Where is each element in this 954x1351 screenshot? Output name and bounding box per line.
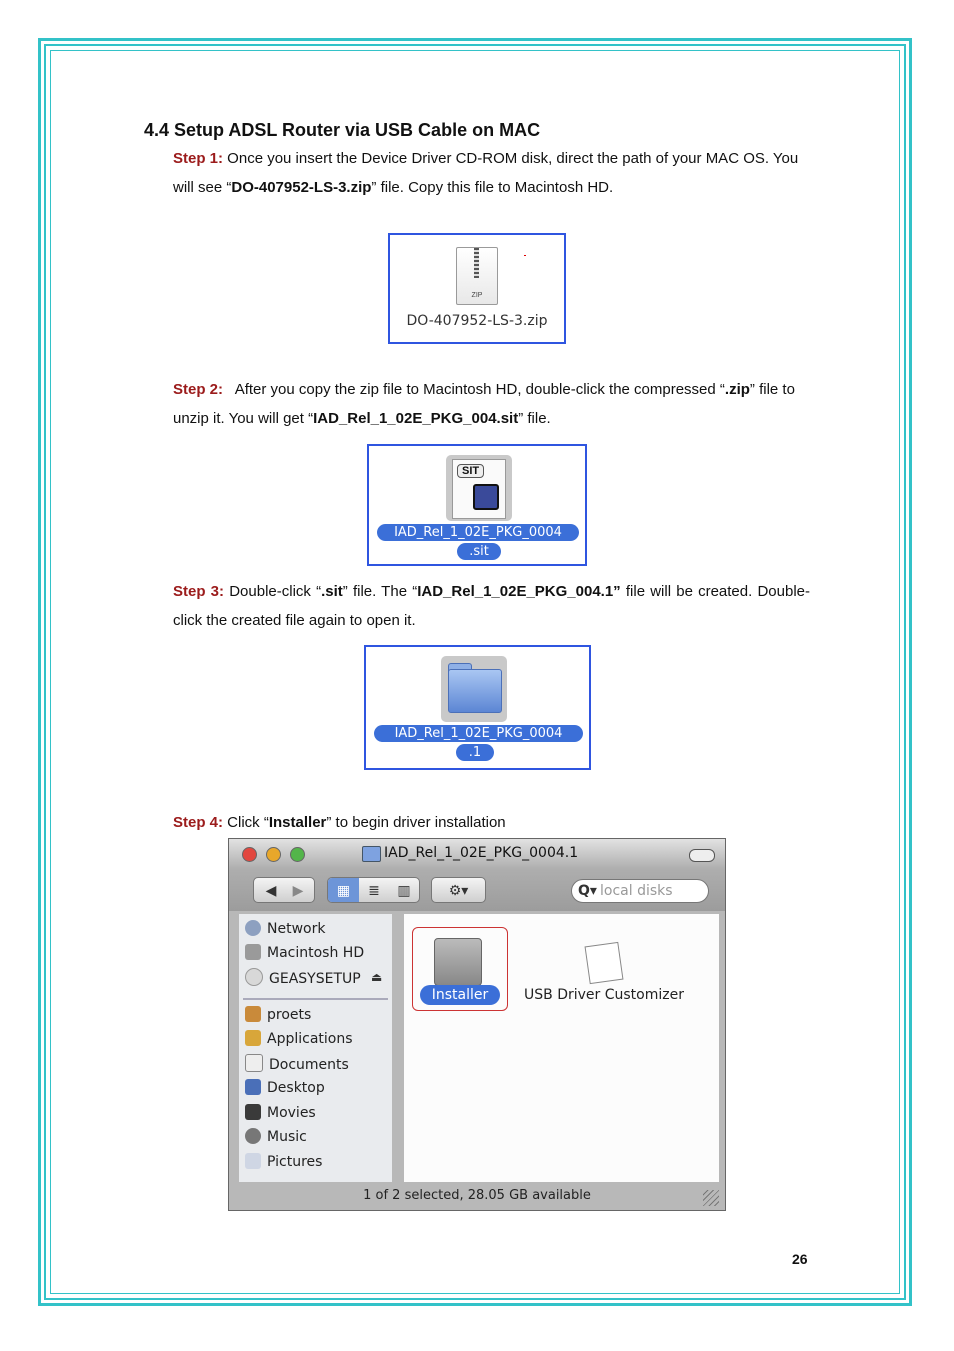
sidebar-item-music[interactable] — [245, 1127, 307, 1147]
resize-grip[interactable] — [703, 1190, 719, 1206]
sidebar-item-label: Macintosh HD — [267, 945, 365, 961]
zoom-button[interactable] — [290, 847, 305, 862]
step3-filename: IAD_Rel_1_02E_PKG_004.1” — [417, 583, 621, 600]
step1-label: Step 1: — [173, 150, 224, 167]
step1-text-b: ” file. Copy this file to Macintosh HD. — [371, 179, 614, 196]
back-button[interactable]: ◀ — [265, 882, 277, 898]
search-icon: Q▾ — [578, 883, 597, 899]
status-bar: 1 of 2 selected, 28.05 GB available — [363, 1188, 591, 1203]
step3-ext: .sit — [321, 583, 343, 600]
action-button[interactable]: ⚙▾ — [431, 877, 486, 903]
step3-text-b: ” file. The “ — [342, 583, 418, 600]
window-titlebar[interactable] — [229, 839, 725, 869]
toolbar-toggle-button[interactable] — [689, 849, 715, 862]
installer-icon[interactable] — [434, 938, 482, 986]
eject-icon[interactable]: ⏏ — [371, 970, 383, 984]
step2-text-c: ” file. — [518, 410, 551, 427]
step1-filename: DO-407952-LS-3.zip — [231, 179, 372, 196]
column-view-button[interactable]: ▥ — [397, 882, 411, 898]
documents-icon — [245, 1054, 263, 1072]
home-icon — [245, 1006, 261, 1022]
folder-icon[interactable] — [448, 669, 502, 713]
sidebar-item-network[interactable] — [245, 919, 325, 939]
sidebar-item-documents[interactable] — [245, 1054, 349, 1074]
search-field[interactable] — [571, 879, 709, 903]
sidebar-item-label: Documents — [269, 1057, 349, 1073]
step1-paragraph — [173, 144, 810, 202]
sidebar-item-movies[interactable] — [245, 1103, 316, 1123]
step3-text-a: Double-click “ — [224, 583, 322, 600]
zip-file-figure — [388, 233, 566, 344]
sidebar-item-applications[interactable] — [245, 1029, 353, 1049]
zipper-icon — [474, 248, 479, 278]
sit-file-icon[interactable] — [452, 459, 506, 519]
step2-text-a: After you copy the zip file to Macintosh HD, double-click the compressed “ — [223, 381, 725, 398]
search-placeholder: local disks — [600, 883, 673, 899]
music-icon — [245, 1128, 261, 1144]
step4-label: Step 4: — [173, 814, 224, 831]
sidebar-item-desktop[interactable] — [245, 1078, 325, 1098]
zip-file-icon[interactable] — [456, 247, 498, 305]
sidebar-item-label: Applications — [267, 1031, 353, 1047]
finder-window — [228, 838, 726, 1211]
usb-driver-customizer-label[interactable]: USB Driver Customizer — [524, 987, 684, 1003]
folder-icon — [362, 846, 381, 862]
step4-installer: Installer — [268, 814, 327, 831]
folder-name-line1[interactable]: IAD_Rel_1_02E_PKG_0004 — [374, 725, 583, 742]
step4-text-b: ” to begin driver installation — [326, 814, 506, 831]
sidebar-item-label: Pictures — [267, 1154, 323, 1170]
sit-tag: SIT — [457, 464, 484, 478]
list-view-button[interactable]: ≣ — [368, 882, 380, 898]
nav-buttons — [253, 877, 315, 903]
sidebar-item-label: proets — [267, 1007, 312, 1023]
step2-ext: .zip — [724, 381, 750, 398]
step2-text-b: ” file to unzip it. You will get “ — [173, 381, 795, 427]
sidebar-item-label: Desktop — [267, 1080, 325, 1096]
sidebar-item-macintosh-hd[interactable] — [245, 943, 364, 963]
step2-paragraph — [173, 375, 810, 433]
step2-filename: IAD_Rel_1_02E_PKG_004.sit — [313, 410, 519, 427]
network-icon — [245, 920, 261, 936]
sidebar-item-label: Network — [267, 921, 326, 937]
cd-icon — [245, 968, 263, 986]
zip-tag: ZIP — [471, 292, 483, 299]
icon-view-button[interactable]: ▦ — [328, 878, 359, 902]
section-heading: 4.4 Setup ADSL Router via USB Cable on MAC — [144, 120, 541, 140]
sit-filename-line2[interactable]: .sit — [457, 543, 501, 560]
folder-figure — [364, 645, 591, 770]
step3-label: Step 3: — [173, 583, 225, 600]
sidebar-divider — [243, 998, 388, 1000]
step4-paragraph — [173, 808, 810, 837]
finder-sidebar — [239, 914, 392, 1182]
pictures-icon — [245, 1153, 261, 1169]
sidebar-item-label: Movies — [267, 1105, 316, 1121]
hard-drive-icon — [245, 944, 261, 960]
view-buttons — [327, 877, 420, 903]
step4-text-a: Click “ — [223, 814, 269, 831]
sit-file-figure — [367, 444, 587, 566]
red-mark — [524, 255, 526, 256]
page-number: 26 — [792, 1251, 808, 1267]
usb-driver-customizer-icon[interactable] — [585, 942, 624, 984]
movies-icon — [245, 1104, 261, 1120]
finder-content — [404, 914, 719, 1182]
zip-filename[interactable]: DO-407952-LS-3.zip — [406, 313, 548, 329]
step2-label: Step 2: — [173, 381, 224, 398]
sit-filename-line1[interactable]: IAD_Rel_1_02E_PKG_0004 — [377, 524, 579, 541]
folder-name-line2[interactable]: .1 — [456, 744, 494, 761]
window-toolbar — [229, 869, 725, 911]
step3-text-c: file will be created. Double-click the created file again to open it. — [173, 583, 810, 629]
sidebar-item-geasysetup[interactable] — [245, 968, 361, 988]
applications-icon — [245, 1030, 261, 1046]
sidebar-item-proets[interactable] — [245, 1005, 311, 1025]
window-title: IAD_Rel_1_02E_PKG_0004.1 — [384, 845, 579, 861]
minimize-button[interactable] — [266, 847, 281, 862]
computer-icon — [473, 484, 499, 510]
sidebar-item-label: Music — [267, 1129, 307, 1145]
close-button[interactable] — [242, 847, 257, 862]
installer-label[interactable]: Installer — [420, 985, 500, 1005]
sidebar-item-label: GEASYSETUP — [269, 971, 361, 987]
step1-text-a: Once you insert the Device Driver CD-ROM disk, direct the path of your MAC OS. You will see “ — [173, 150, 799, 196]
desktop-icon — [245, 1079, 261, 1095]
forward-button[interactable]: ▶ — [292, 882, 304, 898]
sidebar-item-pictures[interactable] — [245, 1152, 322, 1172]
step3-paragraph — [173, 577, 810, 635]
